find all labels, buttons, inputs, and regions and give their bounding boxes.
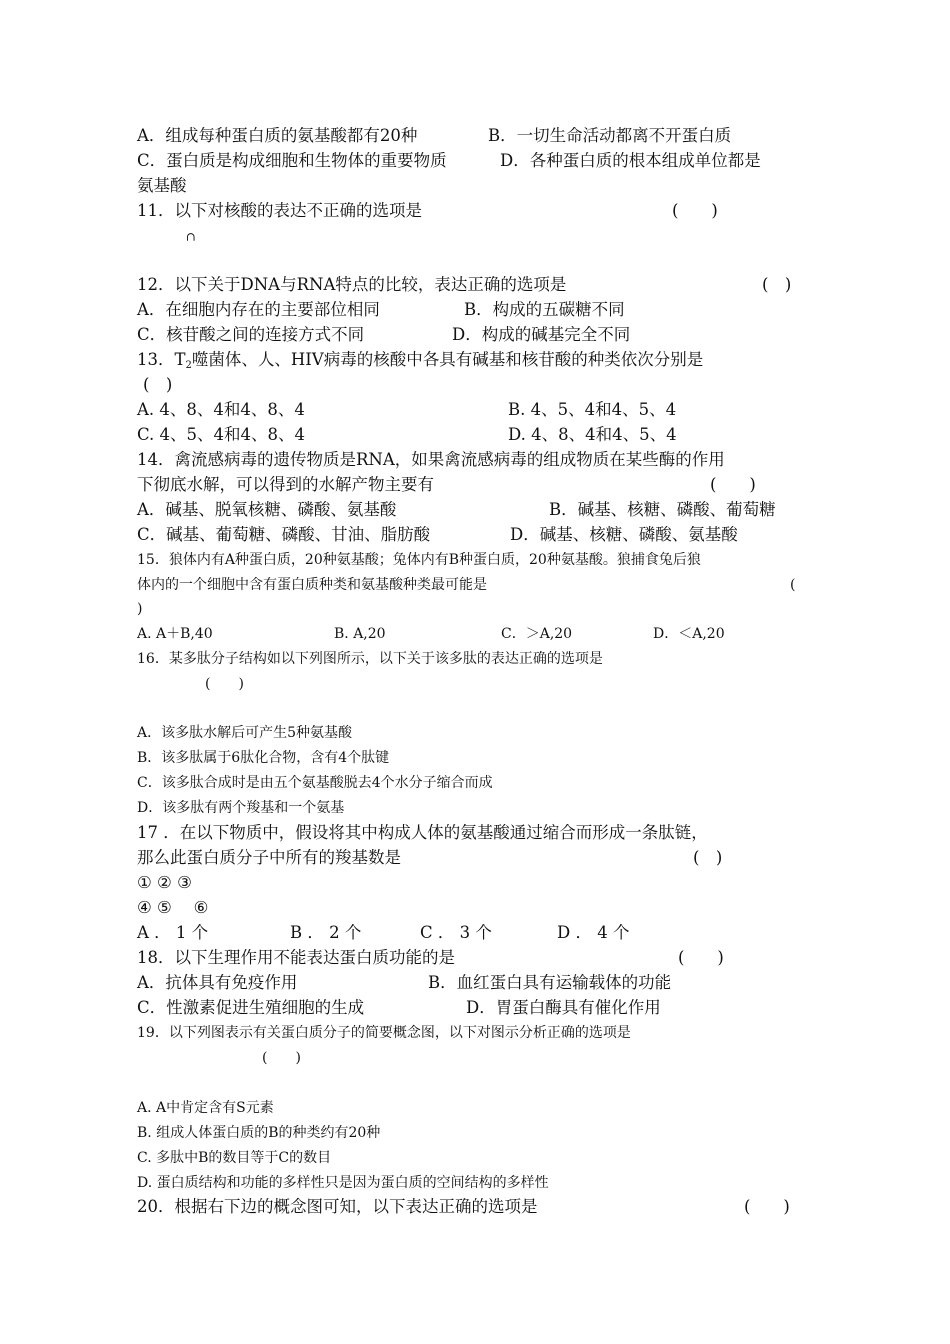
q10-option-d: D．各种蛋白质的根本组成单位都是 <box>500 151 761 170</box>
q18-option-c: C．性激素促进生殖细胞的生成 <box>137 998 365 1017</box>
q12-stem: 12．以下关于DNA与RNA特点的比较，表达正确的选项是 <box>137 275 567 294</box>
q15-answer-paren-open: ( <box>790 577 796 593</box>
q14-answer-paren: ( ) <box>710 475 756 494</box>
q17-option-d: D ． 4 个 <box>557 923 630 942</box>
q20-answer-paren: ( ) <box>744 1197 790 1216</box>
q13-phage-t: T <box>174 350 186 369</box>
q11-stem: 11．以下对核酸的表达不正确的选项是 <box>137 201 422 220</box>
q20-stem: 20．根据右下边的概念图可知，以下表达正确的选项是 <box>137 1197 538 1216</box>
q18-option-d: D．胃蛋白酶具有催化作用 <box>466 998 661 1017</box>
q15-option-a: A. A＋B,40 <box>137 626 213 642</box>
q15-answer-paren-close: ) <box>137 601 143 617</box>
q13-stem-rest: 噬菌体、人、HIV病毒的核酸中各具有碱基和核苷酸的种类依次分别是 <box>191 350 704 369</box>
q16-option-c: C．该多肽合成时是由五个氨基酸脱去4个水分子缩合而成 <box>137 775 493 791</box>
q10-option-c: C．蛋白质是构成细胞和生物体的重要物质 <box>137 151 447 170</box>
q17-substance-items-1: ① ② ③ <box>137 873 192 892</box>
q12-option-d: D．构成的碱基完全不同 <box>452 325 631 344</box>
q12-option-b: B．构成的五碳糖不同 <box>464 300 625 319</box>
q14-option-a: A．碱基、脱氧核糖、磷酸、氨基酸 <box>137 500 397 519</box>
q19-option-c: C. 多肽中B的数目等于C的数目 <box>137 1150 332 1166</box>
q13-phage-subscript: 2 <box>185 360 192 371</box>
q17-stem-line2: 那么此蛋白质分子中所有的羧基数是 <box>137 848 401 867</box>
q16-option-b: B．该多肽属于6肽化合物，含有4个肽键 <box>137 750 390 766</box>
q18-stem: 18．以下生理作用不能表达蛋白质功能的是 <box>137 948 455 967</box>
q15-stem-line2: 体内的一个细胞中含有蛋白质种类和氨基酸种类最可能是 <box>137 577 487 593</box>
q12-answer-paren: ( ) <box>762 275 792 294</box>
q15-option-b: B. A,20 <box>334 626 386 642</box>
q15-option-d: D．＜A,20 <box>653 626 725 642</box>
q17-stem-line1: 17 ．在以下物质中，假设将其中构成人体的氨基酸通过缩合而形成一条肽链， <box>137 823 708 842</box>
q13-stem <box>137 352 703 371</box>
q10-option-b: B．一切生命活动都离不开蛋白质 <box>488 126 732 145</box>
q13-option-d: D. 4、8、4和4、5、4 <box>508 425 677 444</box>
q19-stem: 19．以下列图表示有关蛋白质分子的简要概念图，以下对图示分析正确的选项是 <box>137 1025 631 1041</box>
q14-stem-line1: 14．禽流感病毒的遗传物质是RNA，如果禽流感病毒的组成物质在某些酶的作用 <box>137 450 725 469</box>
q17-substance-items-2: ④ ⑤ ⑥ <box>137 898 209 917</box>
q13-option-b: B. 4、5、4和4、5、4 <box>508 400 677 419</box>
q13-option-a: A. 4、8、4和4、8、4 <box>137 400 305 419</box>
q16-option-d: D．该多肽有两个羧基和一个氨基 <box>137 800 345 816</box>
q15-stem-line1: 15．狼体内有A种蛋白质，20种氨基酸；兔体内有B种蛋白质，20种氨基酸。狼捕食兔后狼 <box>137 552 701 568</box>
q14-option-b: B．碱基、核糖、磷酸、葡萄糖 <box>549 500 776 519</box>
q18-option-a: A．抗体具有免疫作用 <box>137 973 298 992</box>
q18-option-b: B．血红蛋白具有运输载体的功能 <box>428 973 672 992</box>
q10-option-a: A．组成每种蛋白质的氨基酸都有20种 <box>137 126 418 145</box>
q16-stem: 16．某多肽分子结构如以下列图所示，以下关于该多肽的表达正确的选项是 <box>137 651 603 667</box>
q13-answer-paren: ( ) <box>143 375 173 394</box>
q18-answer-paren: ( ) <box>678 948 724 967</box>
q19-option-d: D. 蛋白质结构和功能的多样性只是因为蛋白质的空间结构的多样性 <box>137 1175 549 1191</box>
q16-answer-paren: ( ) <box>205 676 244 692</box>
q12-option-c: C．核苷酸之间的连接方式不同 <box>137 325 365 344</box>
q13-number: 13． <box>137 350 175 369</box>
q11-figure-mark: ⊂ <box>184 231 199 243</box>
q19-answer-paren: ( ) <box>262 1050 301 1066</box>
q14-option-d: D．碱基、核糖、磷酸、氨基酸 <box>510 525 738 544</box>
q17-option-c: C ． 3 个 <box>420 923 492 942</box>
q17-option-a: A ． 1 个 <box>137 923 209 942</box>
q15-option-c: C．＞A,20 <box>501 626 573 642</box>
q16-option-a: A．该多肽水解后可产生5种氨基酸 <box>137 725 353 741</box>
q10-option-d-continued: 氨基酸 <box>137 176 187 195</box>
q19-option-b: B. 组成人体蛋白质的B的种类约有20种 <box>137 1125 381 1141</box>
q17-option-b: B ． 2 个 <box>290 923 362 942</box>
q17-answer-paren: ( ) <box>693 848 723 867</box>
q11-answer-paren: ( ) <box>672 201 718 220</box>
q14-option-c: C．碱基、葡萄糖、磷酸、甘油、脂肪酸 <box>137 525 431 544</box>
q13-option-c: C. 4、5、4和4、8、4 <box>137 425 306 444</box>
q12-option-a: A．在细胞内存在的主要部位相同 <box>137 300 380 319</box>
q19-option-a: A. A中肯定含有S元素 <box>137 1100 274 1116</box>
q14-stem-line2: 下彻底水解，可以得到的水解产物主要有 <box>137 475 434 494</box>
